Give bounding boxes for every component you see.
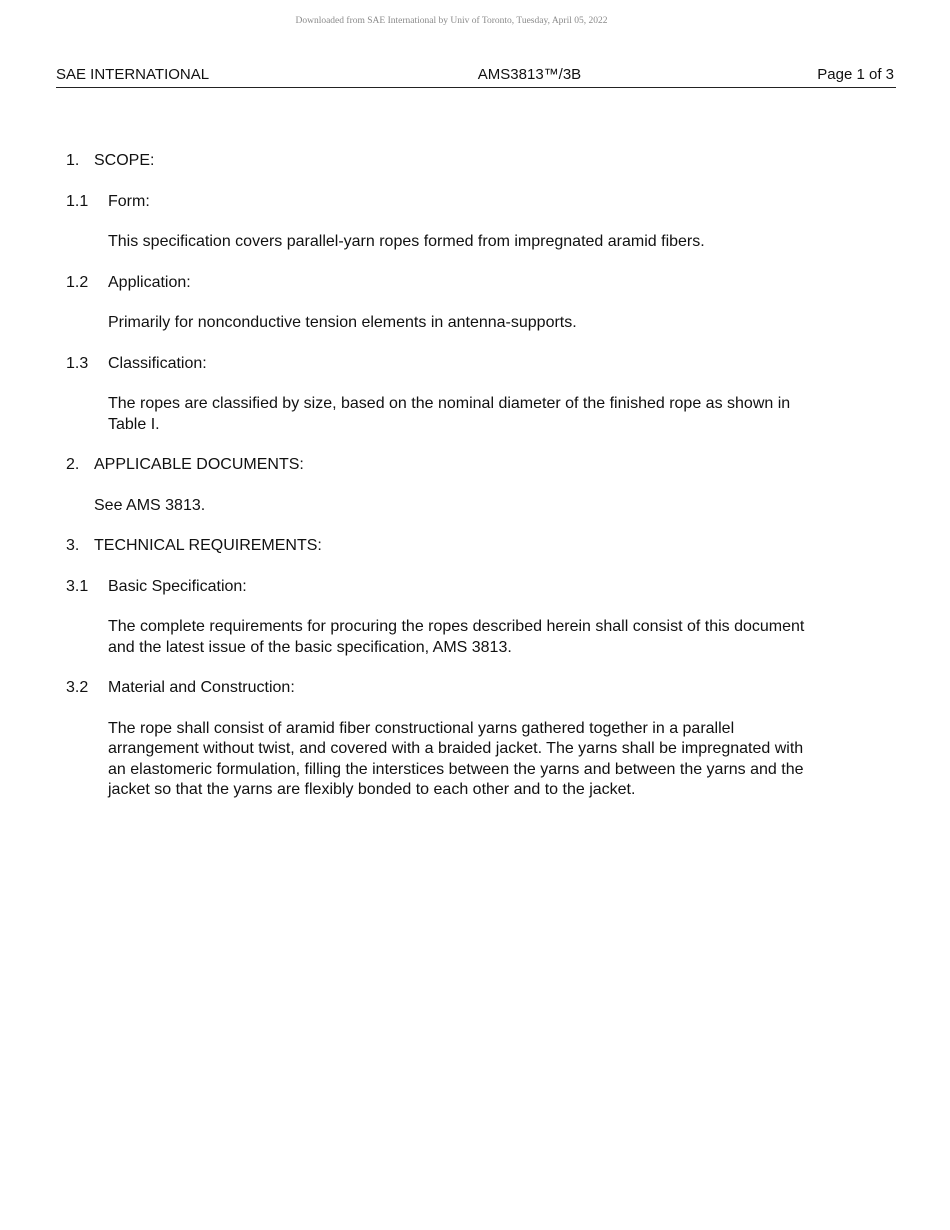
- section-number: 2.: [66, 456, 80, 473]
- section-1-2-text: Primarily for nonconductive tension elements in antenna-supports.: [108, 314, 577, 331]
- section-3-heading: [66, 536, 866, 557]
- section-number: 1.3: [66, 354, 89, 372]
- section-1-3-text: [108, 394, 866, 435]
- text-line: jacket so that the yarns are flexibly bonded to each other and to the jacket.: [108, 781, 636, 798]
- page-header: [56, 66, 896, 88]
- section-number: 1.2: [66, 273, 89, 291]
- section-2-heading: [66, 455, 866, 476]
- header-org: SAE INTERNATIONAL: [56, 66, 210, 83]
- section-title: TECHNICAL REQUIREMENTS:: [94, 537, 322, 554]
- section-2-text: See AMS 3813.: [94, 496, 206, 514]
- text-line: an elastomeric formulation, filling the interstices between the yarns and between the yarns and the: [108, 760, 804, 778]
- section-number: 3.1: [66, 577, 89, 595]
- text-line: The ropes are classified by size, based on the nominal diameter of the finished rope as shown in: [108, 395, 791, 412]
- section-3-1-text: [108, 617, 866, 658]
- section-title: Material and Construction:: [108, 679, 295, 696]
- section-1-heading: [66, 151, 866, 172]
- section-title: Classification:: [108, 354, 207, 372]
- header-page-number: Page 1 of 3: [817, 66, 894, 83]
- section-3-1-heading: [66, 577, 866, 598]
- section-number: 1.: [66, 152, 80, 169]
- section-3-2-text: [108, 719, 866, 801]
- download-watermark: Downloaded from SAE International by Univ of Toronto, Tuesday, April 05, 2022: [295, 16, 608, 26]
- section-number: 1.1: [66, 192, 89, 210]
- section-1-2-heading: [66, 273, 866, 294]
- section-number: 3.2: [66, 679, 89, 696]
- section-title: Application:: [108, 273, 191, 291]
- header-doc-id: AMS3813™/3B: [477, 66, 582, 83]
- section-number: 3.: [66, 537, 80, 554]
- section-title: Form:: [108, 192, 150, 210]
- section-title: APPLICABLE DOCUMENTS:: [94, 456, 304, 473]
- text-line: Table I.: [108, 415, 160, 433]
- document-body: [66, 151, 866, 801]
- section-1-1-text: This specification covers parallel-yarn ropes formed from impregnated aramid fibers.: [108, 233, 705, 250]
- section-1-3-heading: [66, 354, 866, 375]
- text-line: The rope shall consist of aramid fiber constructional yarns gathered together in a parallel: [108, 719, 735, 737]
- text-line: The complete requirements for procuring the ropes described herein shall consist of this document: [108, 618, 805, 635]
- section-title: SCOPE:: [94, 152, 155, 169]
- section-1-1-heading: [66, 192, 866, 213]
- text-line: arrangement without twist, and covered with a braided jacket. The yarns shall be impregnated with: [108, 740, 804, 757]
- section-3-2-heading: [66, 678, 866, 699]
- section-title: Basic Specification:: [108, 577, 247, 595]
- text-line: and the latest issue of the basic specification, AMS 3813.: [108, 638, 512, 656]
